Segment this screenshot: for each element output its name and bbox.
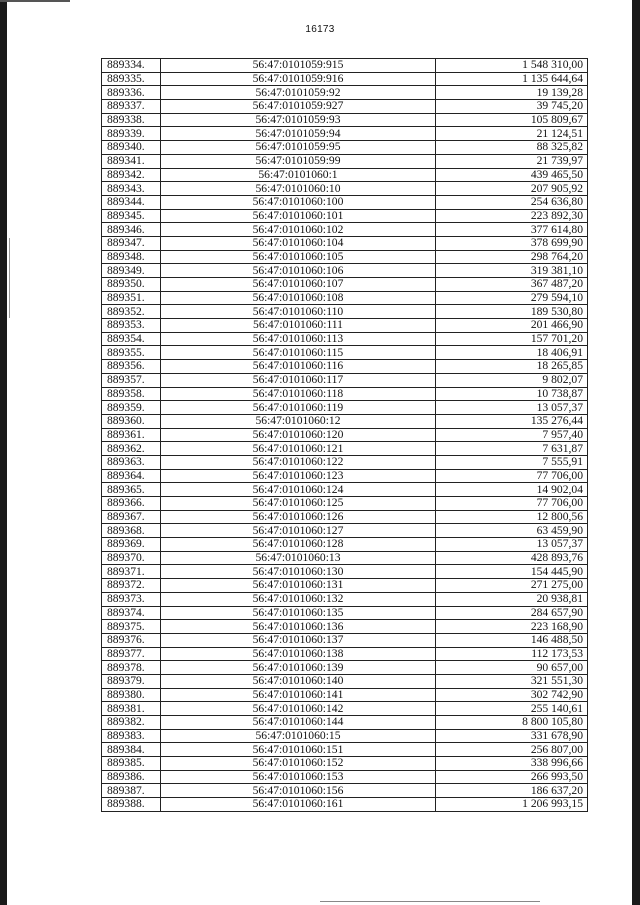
cadastral-number: 56:47:0101060:151 bbox=[161, 743, 436, 757]
row-number: 889382. bbox=[102, 716, 161, 730]
table-row bbox=[102, 223, 588, 237]
row-number: 889380. bbox=[102, 688, 161, 702]
cadastral-value: 377 614,80 bbox=[436, 223, 588, 237]
cadastral-number: 56:47:0101060:115 bbox=[161, 346, 436, 360]
table-row bbox=[102, 565, 588, 579]
cadastral-value-table bbox=[101, 58, 588, 812]
table-row bbox=[102, 551, 588, 565]
cadastral-number: 56:47:0101060:144 bbox=[161, 716, 436, 730]
cadastral-number: 56:47:0101060:131 bbox=[161, 579, 436, 593]
cadastral-number: 56:47:0101060:119 bbox=[161, 401, 436, 415]
cadastral-value: 256 807,00 bbox=[436, 743, 588, 757]
row-number: 889335. bbox=[102, 72, 161, 86]
row-number: 889361. bbox=[102, 428, 161, 442]
row-number: 889366. bbox=[102, 497, 161, 511]
table-row bbox=[102, 332, 588, 346]
cadastral-number: 56:47:0101060:141 bbox=[161, 688, 436, 702]
table-row bbox=[102, 195, 588, 209]
row-number: 889373. bbox=[102, 592, 161, 606]
cadastral-number: 56:47:0101060:120 bbox=[161, 428, 436, 442]
row-number: 889345. bbox=[102, 209, 161, 223]
table-row bbox=[102, 278, 588, 292]
cadastral-number: 56:47:0101060:116 bbox=[161, 360, 436, 374]
table-row bbox=[102, 798, 588, 812]
cadastral-value: 8 800 105,80 bbox=[436, 716, 588, 730]
table-row bbox=[102, 305, 588, 319]
row-number: 889369. bbox=[102, 538, 161, 552]
row-number: 889358. bbox=[102, 387, 161, 401]
row-number: 889372. bbox=[102, 579, 161, 593]
row-number: 889336. bbox=[102, 86, 161, 100]
row-number: 889374. bbox=[102, 606, 161, 620]
cadastral-number: 56:47:0101060:126 bbox=[161, 510, 436, 524]
cadastral-number: 56:47:0101060:132 bbox=[161, 592, 436, 606]
table-row bbox=[102, 127, 588, 141]
cadastral-number: 56:47:0101060:121 bbox=[161, 442, 436, 456]
cadastral-number: 56:47:0101060:117 bbox=[161, 373, 436, 387]
row-number: 889371. bbox=[102, 565, 161, 579]
cadastral-value: 157 701,20 bbox=[436, 332, 588, 346]
row-number: 889334. bbox=[102, 59, 161, 73]
page-number: 16173 bbox=[305, 24, 335, 35]
cadastral-number: 56:47:0101060:130 bbox=[161, 565, 436, 579]
table-row bbox=[102, 620, 588, 634]
row-number: 889348. bbox=[102, 250, 161, 264]
row-number: 889386. bbox=[102, 770, 161, 784]
cadastral-number: 56:47:0101060:161 bbox=[161, 798, 436, 812]
cadastral-number: 56:47:0101060:107 bbox=[161, 278, 436, 292]
cadastral-number: 56:47:0101060:136 bbox=[161, 620, 436, 634]
row-number: 889359. bbox=[102, 401, 161, 415]
row-number: 889354. bbox=[102, 332, 161, 346]
cadastral-value: 12 800,56 bbox=[436, 510, 588, 524]
table-row bbox=[102, 770, 588, 784]
table-row bbox=[102, 757, 588, 771]
table-row bbox=[102, 469, 588, 483]
table-row bbox=[102, 264, 588, 278]
cadastral-number: 56:47:0101059:93 bbox=[161, 113, 436, 127]
row-number: 889350. bbox=[102, 278, 161, 292]
cadastral-number: 56:47:0101060:106 bbox=[161, 264, 436, 278]
cadastral-value: 201 466,90 bbox=[436, 319, 588, 333]
cadastral-value: 1 206 993,15 bbox=[436, 798, 588, 812]
row-number: 889357. bbox=[102, 373, 161, 387]
cadastral-number: 56:47:0101060:127 bbox=[161, 524, 436, 538]
table-row bbox=[102, 579, 588, 593]
row-number: 889368. bbox=[102, 524, 161, 538]
row-number: 889346. bbox=[102, 223, 161, 237]
cadastral-number: 56:47:0101059:94 bbox=[161, 127, 436, 141]
row-number: 889362. bbox=[102, 442, 161, 456]
bottom-rule bbox=[320, 901, 540, 902]
table-row bbox=[102, 524, 588, 538]
cadastral-value: 223 892,30 bbox=[436, 209, 588, 223]
row-number: 889364. bbox=[102, 469, 161, 483]
table-row bbox=[102, 236, 588, 250]
row-number: 889352. bbox=[102, 305, 161, 319]
cadastral-value: 189 530,80 bbox=[436, 305, 588, 319]
cadastral-number: 56:47:0101060:105 bbox=[161, 250, 436, 264]
row-number: 889341. bbox=[102, 154, 161, 168]
row-number: 889388. bbox=[102, 798, 161, 812]
row-number: 889377. bbox=[102, 647, 161, 661]
row-number: 889340. bbox=[102, 141, 161, 155]
row-number: 889367. bbox=[102, 510, 161, 524]
cadastral-number: 56:47:0101060:108 bbox=[161, 291, 436, 305]
table-row bbox=[102, 538, 588, 552]
cadastral-value: 63 459,90 bbox=[436, 524, 588, 538]
cadastral-value: 21 124,51 bbox=[436, 127, 588, 141]
cadastral-value: 7 631,87 bbox=[436, 442, 588, 456]
table-row bbox=[102, 633, 588, 647]
cadastral-number: 56:47:0101060:153 bbox=[161, 770, 436, 784]
cadastral-value: 367 487,20 bbox=[436, 278, 588, 292]
cadastral-value: 1 548 310,00 bbox=[436, 59, 588, 73]
table-row bbox=[102, 661, 588, 675]
table-row bbox=[102, 729, 588, 743]
cadastral-value: 13 057,37 bbox=[436, 538, 588, 552]
cadastral-value: 7 555,91 bbox=[436, 455, 588, 469]
table-row bbox=[102, 784, 588, 798]
cadastral-value: 284 657,90 bbox=[436, 606, 588, 620]
row-number: 889349. bbox=[102, 264, 161, 278]
row-number: 889344. bbox=[102, 195, 161, 209]
cadastral-number: 56:47:0101060:10 bbox=[161, 182, 436, 196]
cadastral-value: 338 996,66 bbox=[436, 757, 588, 771]
cadastral-value: 254 636,80 bbox=[436, 195, 588, 209]
row-number: 889353. bbox=[102, 319, 161, 333]
cadastral-value: 77 706,00 bbox=[436, 469, 588, 483]
cadastral-number: 56:47:0101060:13 bbox=[161, 551, 436, 565]
row-number: 889384. bbox=[102, 743, 161, 757]
cadastral-number: 56:47:0101060:138 bbox=[161, 647, 436, 661]
cadastral-number: 56:47:0101059:927 bbox=[161, 100, 436, 114]
cadastral-value: 18 265,85 bbox=[436, 360, 588, 374]
cadastral-number: 56:47:0101059:915 bbox=[161, 59, 436, 73]
row-number: 889381. bbox=[102, 702, 161, 716]
cadastral-value: 20 938,81 bbox=[436, 592, 588, 606]
cadastral-value: 298 764,20 bbox=[436, 250, 588, 264]
cadastral-number: 56:47:0101060:125 bbox=[161, 497, 436, 511]
cadastral-number: 56:47:0101060:135 bbox=[161, 606, 436, 620]
cadastral-value: 10 738,87 bbox=[436, 387, 588, 401]
row-number: 889363. bbox=[102, 455, 161, 469]
row-number: 889347. bbox=[102, 236, 161, 250]
row-number: 889355. bbox=[102, 346, 161, 360]
cadastral-value: 378 699,90 bbox=[436, 236, 588, 250]
cadastral-value: 19 139,28 bbox=[436, 86, 588, 100]
table-row bbox=[102, 674, 588, 688]
cadastral-value: 302 742,90 bbox=[436, 688, 588, 702]
cadastral-value: 39 745,20 bbox=[436, 100, 588, 114]
cadastral-number: 56:47:0101060:137 bbox=[161, 633, 436, 647]
side-mark bbox=[9, 238, 10, 318]
table-row bbox=[102, 291, 588, 305]
cadastral-value: 88 325,82 bbox=[436, 141, 588, 155]
row-number: 889342. bbox=[102, 168, 161, 182]
cadastral-value: 135 276,44 bbox=[436, 414, 588, 428]
table-row bbox=[102, 113, 588, 127]
scan-edge-left bbox=[0, 0, 7, 905]
cadastral-value: 279 594,10 bbox=[436, 291, 588, 305]
table-row bbox=[102, 688, 588, 702]
row-number: 889339. bbox=[102, 127, 161, 141]
table-row bbox=[102, 319, 588, 333]
cadastral-value: 105 809,67 bbox=[436, 113, 588, 127]
cadastral-number: 56:47:0101060:15 bbox=[161, 729, 436, 743]
cadastral-number: 56:47:0101060:102 bbox=[161, 223, 436, 237]
row-number: 889338. bbox=[102, 113, 161, 127]
table-row bbox=[102, 497, 588, 511]
cadastral-number: 56:47:0101060:123 bbox=[161, 469, 436, 483]
row-number: 889375. bbox=[102, 620, 161, 634]
table-row bbox=[102, 606, 588, 620]
top-rule bbox=[0, 0, 70, 2]
cadastral-value: 77 706,00 bbox=[436, 497, 588, 511]
cadastral-number: 56:47:0101059:95 bbox=[161, 141, 436, 155]
row-number: 889360. bbox=[102, 414, 161, 428]
cadastral-number: 56:47:0101059:916 bbox=[161, 72, 436, 86]
table-row bbox=[102, 455, 588, 469]
table-row bbox=[102, 250, 588, 264]
table-row bbox=[102, 428, 588, 442]
row-number: 889387. bbox=[102, 784, 161, 798]
cadastral-number: 56:47:0101060:12 bbox=[161, 414, 436, 428]
table-row bbox=[102, 154, 588, 168]
cadastral-value: 21 739,97 bbox=[436, 154, 588, 168]
cadastral-value: 319 381,10 bbox=[436, 264, 588, 278]
cadastral-value: 9 802,07 bbox=[436, 373, 588, 387]
cadastral-number: 56:47:0101060:101 bbox=[161, 209, 436, 223]
table-row bbox=[102, 72, 588, 86]
table-row bbox=[102, 141, 588, 155]
cadastral-number: 56:47:0101060:124 bbox=[161, 483, 436, 497]
cadastral-number: 56:47:0101060:142 bbox=[161, 702, 436, 716]
cadastral-value: 223 168,90 bbox=[436, 620, 588, 634]
cadastral-number: 56:47:0101060:140 bbox=[161, 674, 436, 688]
cadastral-value: 207 905,92 bbox=[436, 182, 588, 196]
cadastral-value: 321 551,30 bbox=[436, 674, 588, 688]
cadastral-number: 56:47:0101060:111 bbox=[161, 319, 436, 333]
table-row bbox=[102, 716, 588, 730]
table-row bbox=[102, 647, 588, 661]
table-row bbox=[102, 168, 588, 182]
table-row bbox=[102, 373, 588, 387]
cadastral-value: 331 678,90 bbox=[436, 729, 588, 743]
row-number: 889356. bbox=[102, 360, 161, 374]
row-number: 889376. bbox=[102, 633, 161, 647]
cadastral-value: 271 275,00 bbox=[436, 579, 588, 593]
table-row bbox=[102, 387, 588, 401]
table-row bbox=[102, 100, 588, 114]
table-row bbox=[102, 360, 588, 374]
row-number: 889379. bbox=[102, 674, 161, 688]
cadastral-number: 56:47:0101060:122 bbox=[161, 455, 436, 469]
cadastral-number: 56:47:0101060:1 bbox=[161, 168, 436, 182]
cadastral-number: 56:47:0101060:118 bbox=[161, 387, 436, 401]
cadastral-value: 146 488,50 bbox=[436, 633, 588, 647]
cadastral-value: 428 893,76 bbox=[436, 551, 588, 565]
cadastral-value: 14 902,04 bbox=[436, 483, 588, 497]
cadastral-number: 56:47:0101060:100 bbox=[161, 195, 436, 209]
table-row bbox=[102, 209, 588, 223]
cadastral-value: 90 657,00 bbox=[436, 661, 588, 675]
cadastral-value: 266 993,50 bbox=[436, 770, 588, 784]
table-row bbox=[102, 702, 588, 716]
cadastral-number: 56:47:0101060:113 bbox=[161, 332, 436, 346]
cadastral-value: 1 135 644,64 bbox=[436, 72, 588, 86]
cadastral-value: 154 445,90 bbox=[436, 565, 588, 579]
cadastral-value: 18 406,91 bbox=[436, 346, 588, 360]
table-row bbox=[102, 510, 588, 524]
table-row bbox=[102, 743, 588, 757]
row-number: 889337. bbox=[102, 100, 161, 114]
cadastral-number: 56:47:0101060:110 bbox=[161, 305, 436, 319]
table-row bbox=[102, 346, 588, 360]
cadastral-number: 56:47:0101060:128 bbox=[161, 538, 436, 552]
cadastral-value: 255 140,61 bbox=[436, 702, 588, 716]
table-row bbox=[102, 483, 588, 497]
table-body bbox=[102, 59, 588, 812]
cadastral-number: 56:47:0101060:152 bbox=[161, 757, 436, 771]
row-number: 889343. bbox=[102, 182, 161, 196]
scan-edge-right bbox=[632, 0, 640, 905]
row-number: 889378. bbox=[102, 661, 161, 675]
table-row bbox=[102, 59, 588, 73]
table-row bbox=[102, 414, 588, 428]
cadastral-number: 56:47:0101060:156 bbox=[161, 784, 436, 798]
row-number: 889385. bbox=[102, 757, 161, 771]
row-number: 889351. bbox=[102, 291, 161, 305]
cadastral-number: 56:47:0101059:92 bbox=[161, 86, 436, 100]
cadastral-value: 186 637,20 bbox=[436, 784, 588, 798]
cadastral-value: 7 957,40 bbox=[436, 428, 588, 442]
table-row bbox=[102, 182, 588, 196]
row-number: 889383. bbox=[102, 729, 161, 743]
table-row bbox=[102, 86, 588, 100]
cadastral-number: 56:47:0101060:104 bbox=[161, 236, 436, 250]
cadastral-value: 439 465,50 bbox=[436, 168, 588, 182]
row-number: 889365. bbox=[102, 483, 161, 497]
cadastral-value: 112 173,53 bbox=[436, 647, 588, 661]
cadastral-value: 13 057,37 bbox=[436, 401, 588, 415]
table-row bbox=[102, 442, 588, 456]
table-row bbox=[102, 592, 588, 606]
table-row bbox=[102, 401, 588, 415]
cadastral-number: 56:47:0101059:99 bbox=[161, 154, 436, 168]
cadastral-number: 56:47:0101060:139 bbox=[161, 661, 436, 675]
row-number: 889370. bbox=[102, 551, 161, 565]
